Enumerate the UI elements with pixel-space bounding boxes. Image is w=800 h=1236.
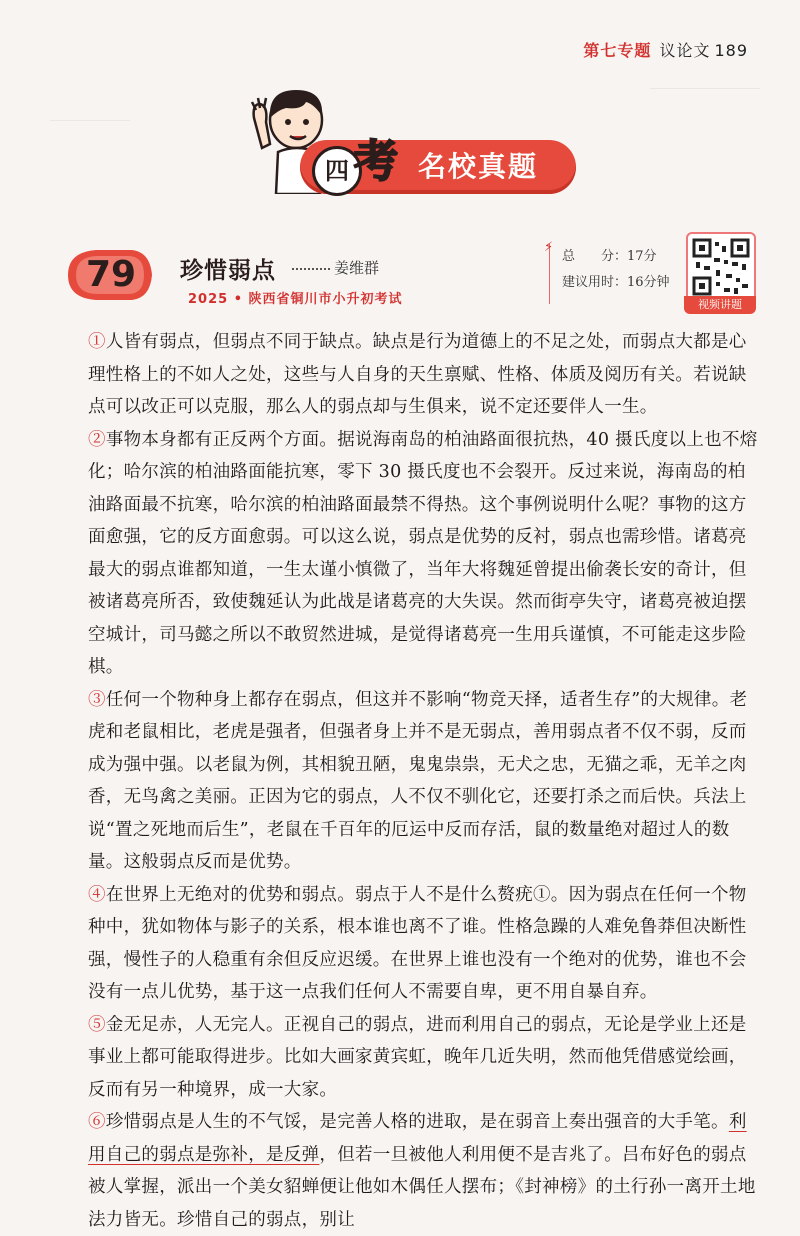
paragraph-1 [88,326,760,424]
paragraph-text-continued: ，但若一旦被他人利用便不是吉兆了。吕布好色的弱点被人掌握，派出一个美女貂蝉便让他如木偶任人摆布；《封神榜》的土行孙一离开土地法力皆无。珍惜自己的弱点，别让 [88,1144,756,1230]
article-author: 姜维群 [334,259,380,277]
paragraph-number: ⑥ [88,1112,106,1132]
video-explanation-label[interactable]: 视频讲题 [684,296,756,314]
paragraph-text: 事物本身都有正反两个方面。据说海南岛的柏油路面很抗热，40 摄氏度以上也不熔化；哈尔滨的柏油路面能抗寒，零下 30 摄氏度也不会裂开。反过来说，海南岛的柏油路面最不抗寒，哈尔滨的柏油路面最禁不得热。这个事例说明什么呢？事物的这方面愈强，它的反方面愈弱。可以这么说，弱点是优势的反衬，弱点也需珍惜。诸葛亮最大的弱点谁都知道，一生太谨小慎微了，当年大将魏延曾提出偷袭长安的奇计，但被诸葛亮所否，致使魏延认为此战是诸葛亮的大失误。然而街亭失守，诸葛亮被迫摆空城计，司马懿之所以不敢贸然进城，是觉得诸葛亮一生用兵谨慎，不可能走这步险棋。 [88,429,758,677]
banner-number: 四 [312,146,362,196]
paragraph-text: 金无足赤，人无完人。正视自己的弱点，进而利用自己的弱点，无论是学业上还是事业上都可能取得进步。比如大画家黄宾虹，晚年几近失明，然而他凭借感觉绘画，反而有另一种境界，成一大家。 [88,1014,747,1100]
page-number: 189 [714,41,748,60]
paragraph-number: ④ [88,884,106,905]
title-dots-divider [292,268,330,270]
paragraph-number: ① [88,332,106,352]
paragraph-4 [88,879,760,1009]
paragraph-2 [88,424,760,684]
total-score: 总 分：17分 [562,249,657,264]
underlined-sentence: 利用自己的弱点是弥补，是反弹 [88,1112,747,1165]
bleed-through-line [50,120,130,131]
header-topic: 第七专题 [583,41,652,60]
banner-kao: 考 [354,136,398,187]
header-subject: 议论文 [659,41,711,60]
article-title: 珍惜弱点 [180,258,276,284]
paragraph-number: ② [88,429,106,450]
suggested-time: 建议用时：16分钟 [562,275,670,290]
paragraph-5 [88,1009,760,1107]
banner-title: 名校真题 [418,150,539,183]
bleed-through-line [650,88,760,99]
qr-code-icon[interactable] [686,232,756,302]
lightning-icon: ⚡ [544,240,554,255]
article-number: 79 [85,254,137,295]
paragraph-text: 人皆有弱点，但弱点不同于缺点。缺点是行为道德上的不足之处，而弱点大都是心理性格上的不如人之处，这些与人自身的天生禀赋、性格、体质及阅历有关。若说缺点可以改正可以克服，那么人的弱点却与生俱来，说不定还要伴人一生。 [88,332,747,417]
paragraph-6 [88,1106,760,1236]
paragraph-text: 珍惜弱点是人生的不气馁，是完善人格的进取，是在弱音上奏出强音的大手笔。 [105,1112,729,1132]
paragraph-text: 任何一个物种身上都存在弱点，但这并不影响“物竞天择，适者生存”的大规律。老虎和老鼠相比，老虎是强者，但强者身上并不是无弱点，善用弱点者不仅不弱，反而成为强中强。以老鼠为例，其相貌丑陋，鬼鬼祟祟，无犬之忠，无猫之乖，无羊之肉香，无鸟禽之美丽。正因为它的弱点，人不仅不驯化它，还要打杀之而后快。兵法上说“置之死地而后生”，老鼠在千百年的厄运中反而存活，鼠的数量绝对超过人的数量。这般弱点反而是优势。 [88,689,748,872]
article-body [88,326,760,1236]
paragraph-text: 在世界上无绝对的优势和弱点。弱点于人不是什么赘疣①。因为弱点在任何一个物种中，犹如物体与影子的关系，根本谁也离不了谁。性格急躁的人难免鲁莽但决断性强，慢性子的人稳重有余但反应迟缓。在世界上谁也没有一个绝对的优势，谁也不会没有一点儿优势，基于这一点我们任何人不需要自卑，更不用自暴自弃。 [88,884,747,1002]
score-info-box [544,240,680,304]
paragraph-number: ⑤ [88,1014,106,1035]
paragraph-number: ③ [88,689,106,710]
paragraph-3 [88,684,760,879]
running-header [583,38,748,61]
article-source: 2025 • 陕西省铜川市小升初考试 [188,292,403,307]
